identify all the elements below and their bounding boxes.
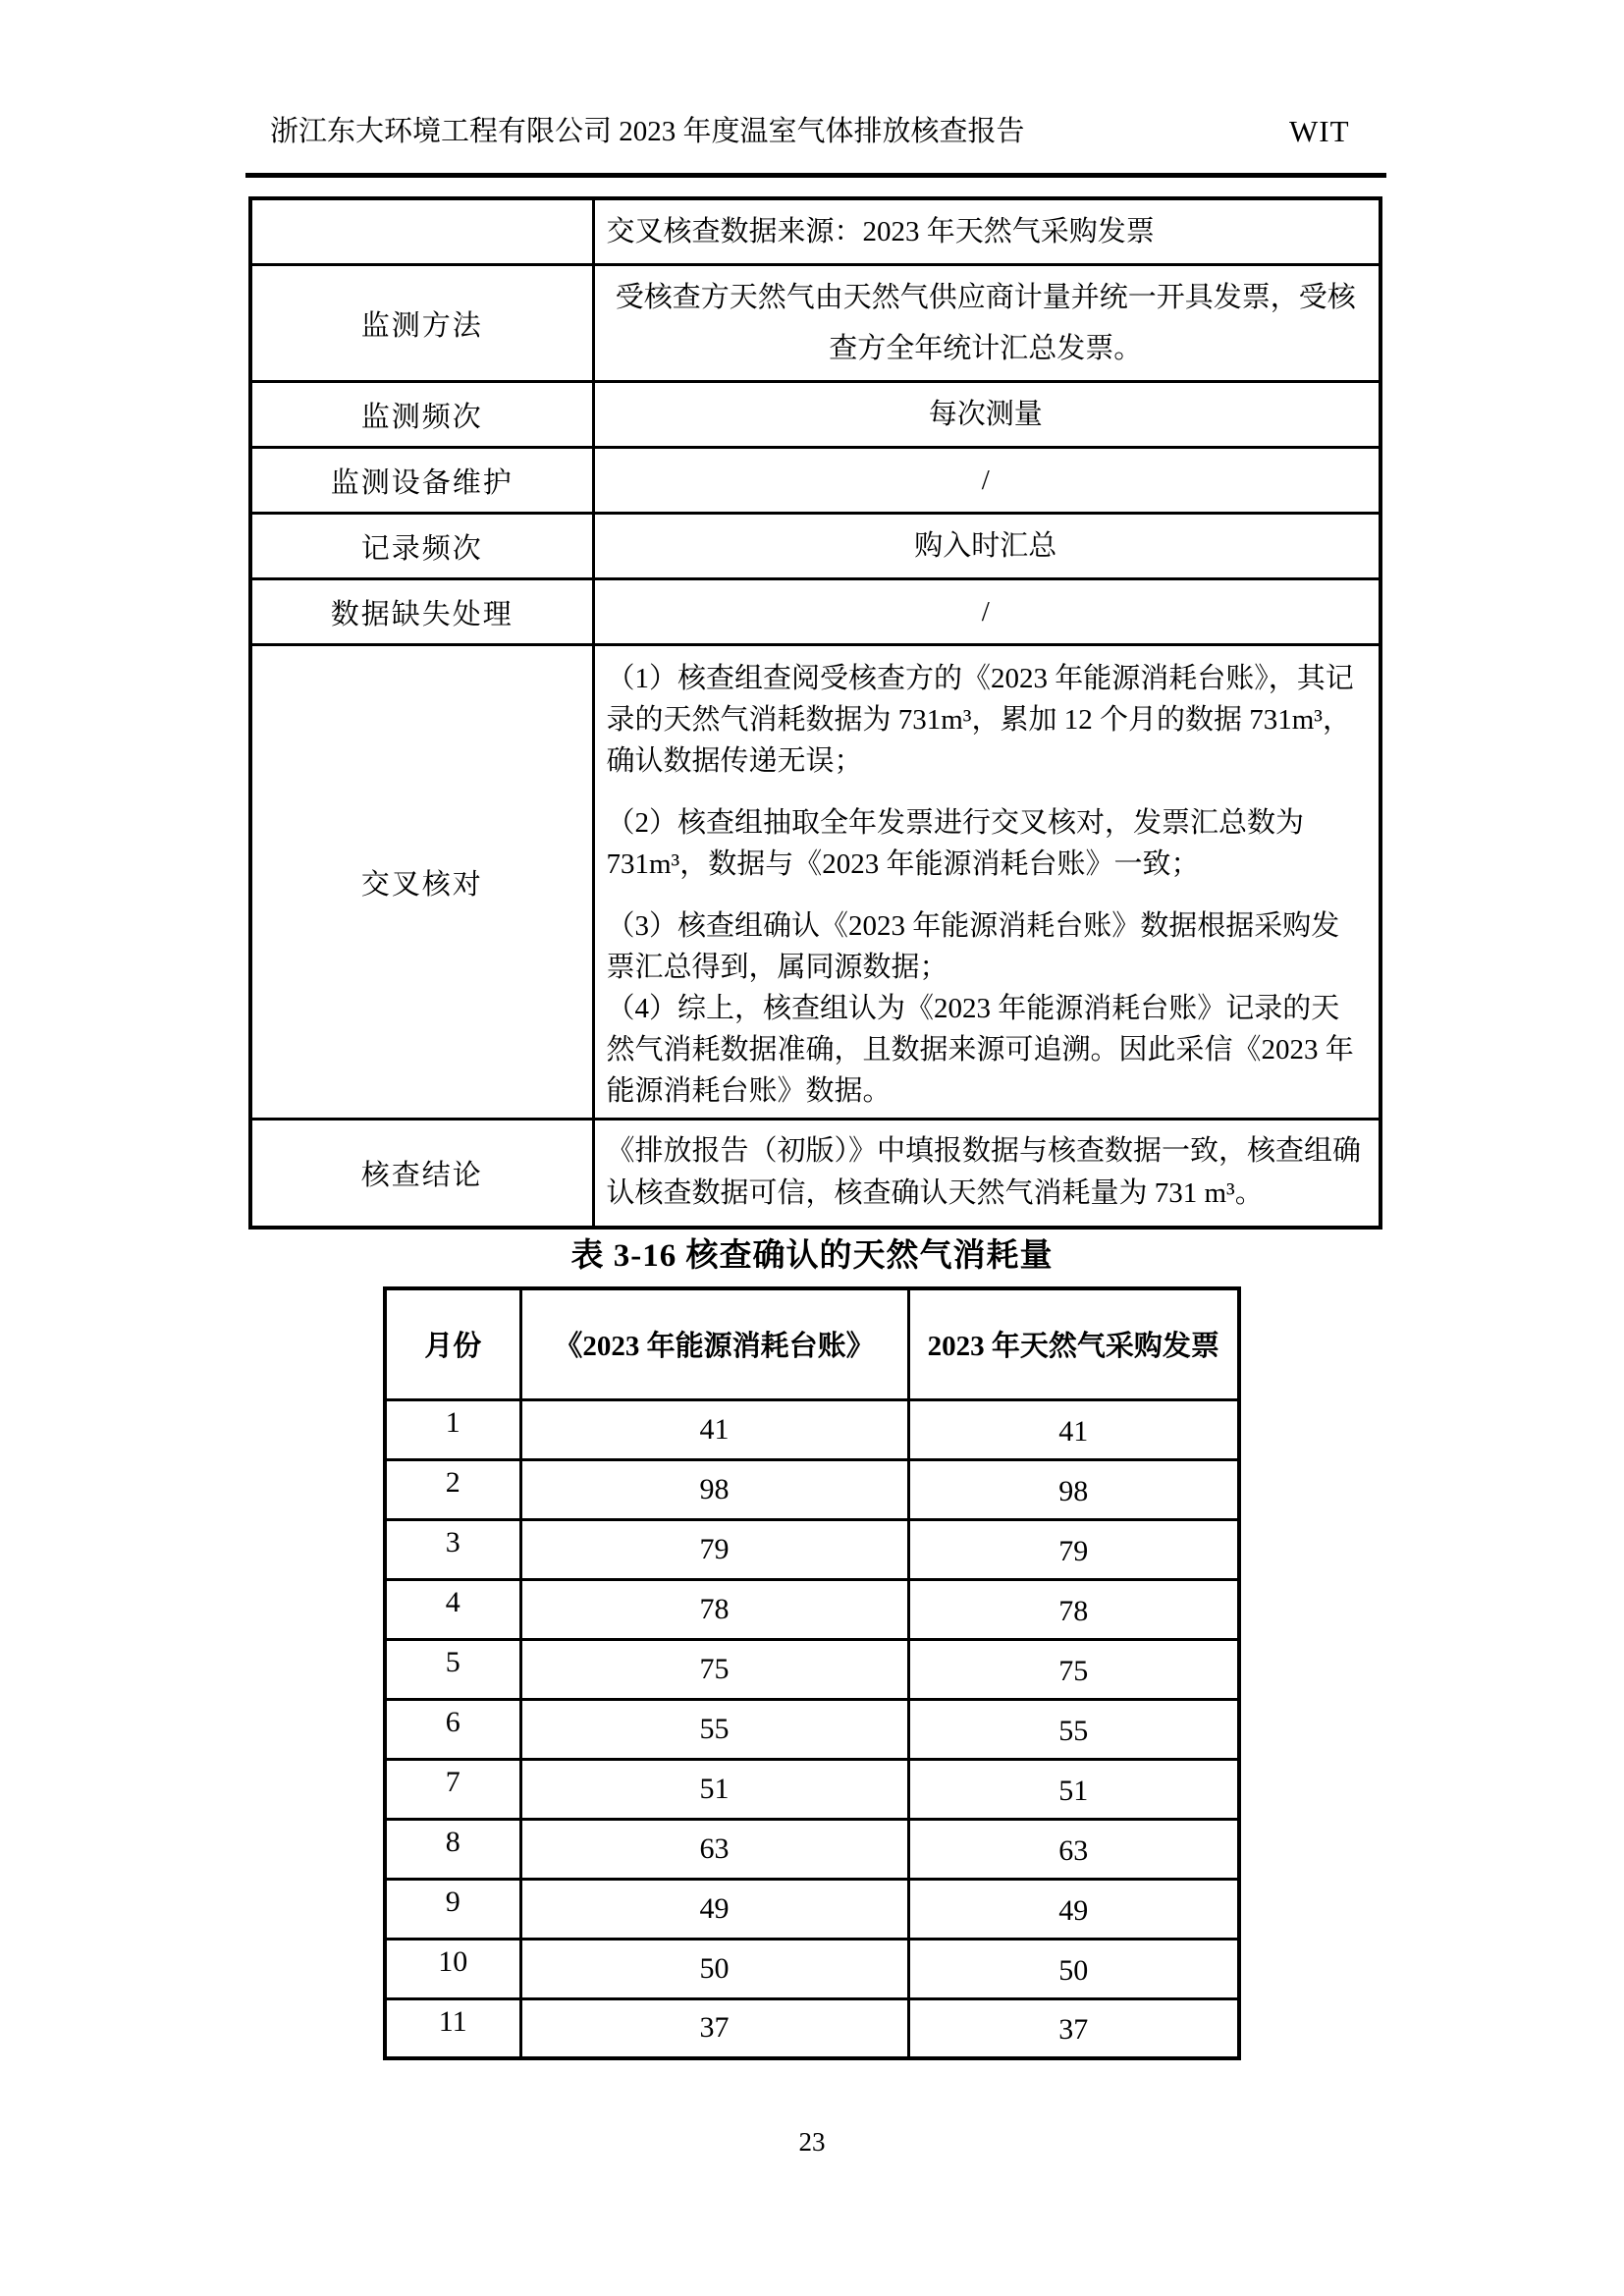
consumption-table: [383, 1286, 1241, 2060]
header-title: 浙江东大环境工程有限公司 2023 年度温室气体排放核查报告: [270, 116, 1025, 147]
table-row: [250, 448, 1380, 514]
cell-invoice-value: 49: [908, 1879, 1239, 1939]
table-row: [250, 265, 1380, 382]
table-title: 表 3-16 核查确认的天然气消耗量: [570, 1238, 1054, 1274]
cell-ledger-value: 50: [520, 1939, 908, 1998]
table-row: [385, 1579, 1239, 1639]
cell-ledger-value: 37: [520, 1998, 908, 2058]
row-content: /: [593, 579, 1380, 645]
cell-invoice-value: 51: [908, 1759, 1239, 1819]
paragraph: （4）综上，核查组认为《2023 年能源消耗台账》记录的天然气消耗数据准确，且数据来源可追溯。因此采信《2023 年能源消耗台账》数据。: [606, 993, 1354, 1107]
table-row: [385, 1519, 1239, 1579]
cell-ledger-value: 63: [520, 1819, 908, 1879]
row-content: 每次测量: [593, 382, 1380, 448]
cell-month: 2: [385, 1459, 520, 1519]
row-label: 监测频次: [250, 382, 593, 448]
row-content: 购入时汇总: [593, 514, 1380, 579]
cell-invoice-value: 98: [908, 1459, 1239, 1519]
table-row: [385, 1699, 1239, 1759]
row-label: 交叉核对: [250, 645, 593, 1120]
cell-month: 8: [385, 1819, 520, 1879]
cell-month: 11: [385, 1998, 520, 2058]
cell-invoice-value: 75: [908, 1639, 1239, 1699]
cell-month: 9: [385, 1879, 520, 1939]
table-row: [385, 1399, 1239, 1459]
table-row: [385, 1459, 1239, 1519]
table-row: [250, 198, 1380, 265]
cell-month: 10: [385, 1939, 520, 1998]
row-label: 监测设备维护: [250, 448, 593, 514]
cell-month: 1: [385, 1399, 520, 1459]
cell-invoice-value: 37: [908, 1998, 1239, 2058]
cell-invoice-value: 79: [908, 1519, 1239, 1579]
row-label: [250, 198, 593, 265]
header-rule: [245, 173, 1386, 178]
row-content: 交叉核查数据来源：2023 年天然气采购发票: [593, 198, 1380, 265]
table-row: [385, 1639, 1239, 1699]
row-content: /: [593, 448, 1380, 514]
cell-month: 5: [385, 1639, 520, 1699]
cell-ledger-value: 78: [520, 1579, 908, 1639]
row-label: 记录频次: [250, 514, 593, 579]
cell-invoice-value: 55: [908, 1699, 1239, 1759]
table-row: [385, 1939, 1239, 1998]
table-row: [250, 645, 1380, 1120]
row-content: 《排放报告（初版）》中填报数据与核查数据一致，核查组确认核查数据可信，核查确认天然气消耗量为 731 m³。: [593, 1120, 1380, 1228]
cell-ledger-value: 49: [520, 1879, 908, 1939]
cell-month: 3: [385, 1519, 520, 1579]
paragraph: （3）核查组确认《2023 年能源消耗台账》数据根据采购发票汇总得到，属同源数据；: [606, 910, 1340, 983]
table-row: [250, 382, 1380, 448]
cell-ledger-value: 41: [520, 1399, 908, 1459]
table-row: [385, 1819, 1239, 1879]
cell-invoice-value: 41: [908, 1399, 1239, 1459]
monitoring-table: [248, 196, 1382, 1230]
cell-invoice-value: 63: [908, 1819, 1239, 1879]
table-row: [250, 514, 1380, 579]
column-header-ledger: 《2023 年能源消耗台账》: [520, 1288, 908, 1399]
cell-month: 4: [385, 1579, 520, 1639]
row-label: 数据缺失处理: [250, 579, 593, 645]
row-label: 监测方法: [250, 265, 593, 382]
cell-ledger-value: 51: [520, 1759, 908, 1819]
row-content: 受核查方天然气由天然气供应商计量并统一开具发票，受核查方全年统计汇总发票。: [593, 265, 1380, 382]
paragraph: （2）核查组抽取全年发票进行交叉核对，发票汇总数为 731m³，数据与《2023 年能源消耗台账》一致；: [606, 807, 1305, 880]
table-row: [385, 1879, 1239, 1939]
column-header-month: 月份: [385, 1288, 520, 1399]
row-content: [593, 645, 1380, 1120]
page-number: 23: [798, 2127, 826, 2157]
table-header-row: [385, 1288, 1239, 1399]
cell-ledger-value: 98: [520, 1459, 908, 1519]
paragraph: （1）核查组查阅受核查方的《2023 年能源消耗台账》，其记录的天然气消耗数据为 731m³，累加 12 个月的数据 731m³，确认数据传递无误；: [606, 663, 1354, 777]
cell-ledger-value: 79: [520, 1519, 908, 1579]
table-row: [250, 579, 1380, 645]
cell-ledger-value: 75: [520, 1639, 908, 1699]
cell-invoice-value: 50: [908, 1939, 1239, 1998]
cell-ledger-value: 55: [520, 1699, 908, 1759]
table-row: [385, 1998, 1239, 2058]
column-header-invoice: 2023 年天然气采购发票: [908, 1288, 1239, 1399]
header-logo: WIT: [1289, 114, 1350, 148]
table-row: [250, 1120, 1380, 1228]
cell-month: 7: [385, 1759, 520, 1819]
cell-invoice-value: 78: [908, 1579, 1239, 1639]
table-row: [385, 1759, 1239, 1819]
cell-month: 6: [385, 1699, 520, 1759]
row-label: 核查结论: [250, 1120, 593, 1228]
